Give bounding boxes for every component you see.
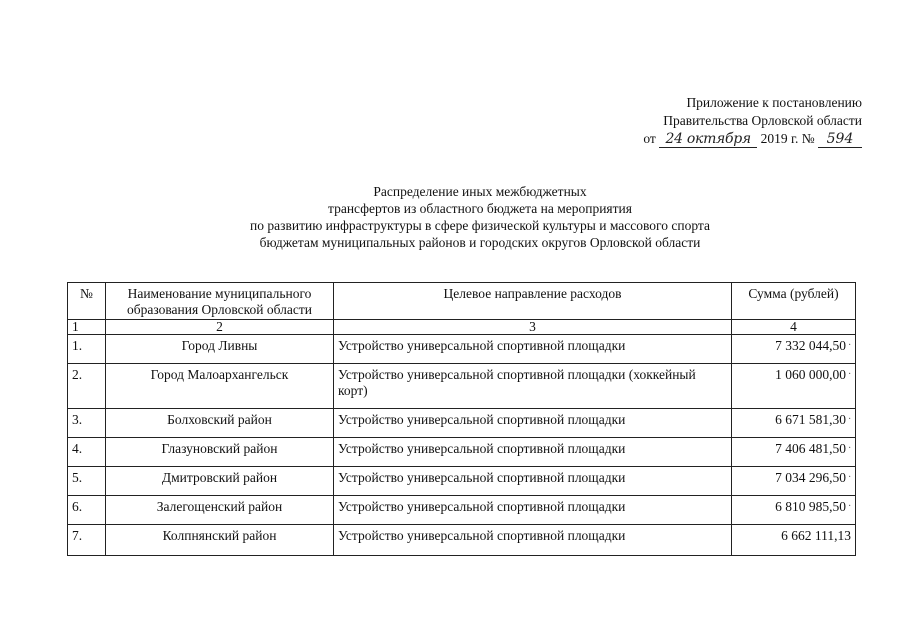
row-number: 4. (68, 438, 106, 467)
column-number-1: 1 (68, 320, 106, 335)
pen-tick-mark: · (848, 472, 852, 483)
amount-cell (732, 525, 856, 556)
expense-purpose: Устройство универсальной спортивной площадки (хоккейный корт) (334, 364, 732, 409)
table-row (68, 438, 856, 467)
header-amount: Сумма (рублей) (732, 283, 856, 320)
municipality-name: Залегощенский район (106, 496, 334, 525)
amount-cell (732, 335, 856, 364)
expense-purpose: Устройство универсальной спортивной площадки (334, 467, 732, 496)
expense-purpose: Устройство универсальной спортивной площадки (334, 335, 732, 364)
column-number-4: 4 (732, 320, 856, 335)
municipality-name: Дмитровский район (106, 467, 334, 496)
row-number: 1. (68, 335, 106, 364)
pen-tick-mark: · (848, 340, 852, 351)
table-row (68, 409, 856, 438)
row-number: 2. (68, 364, 106, 409)
row-number: 6. (68, 496, 106, 525)
municipality-name: Болховский район (106, 409, 334, 438)
table-row (68, 335, 856, 364)
expense-purpose: Устройство универсальной спортивной площадки (334, 496, 732, 525)
row-number: 5. (68, 467, 106, 496)
municipality-name: Город Малоархангельск (106, 364, 334, 409)
column-number-2: 2 (106, 320, 334, 335)
document-title (190, 183, 770, 251)
amount-value: 7 034 296,50 (775, 470, 846, 485)
title-line-4: бюджетам муниципальных районов и городских округов Орловской области (259, 235, 701, 250)
annex-line-1: Приложение к постановлению (686, 95, 862, 110)
row-number: 3. (68, 409, 106, 438)
amount-cell (732, 438, 856, 467)
municipality-name: Глазуновский район (106, 438, 334, 467)
amount-value: 1 060 000,00 (775, 367, 846, 382)
title-line-2: трансфертов из областного бюджета на мероприятия (328, 201, 632, 216)
amount-cell (732, 409, 856, 438)
amount-value: 6 662 111,13 (781, 528, 851, 543)
expense-purpose: Устройство универсальной спортивной площадки (334, 438, 732, 467)
row-number: 7. (68, 525, 106, 556)
municipality-name: Город Ливны (106, 335, 334, 364)
date-prefix: от (643, 131, 656, 146)
header-name: Наименование муниципального образования Орловской области (106, 283, 334, 320)
municipality-name: Колпнянский район (106, 525, 334, 556)
table-row (68, 467, 856, 496)
amount-value: 7 332 044,50 (775, 338, 846, 353)
year-number-label: 2019 г. № (760, 131, 815, 146)
expense-purpose: Устройство универсальной спортивной площадки (334, 409, 732, 438)
table-row (68, 525, 856, 556)
pen-tick-mark: · (848, 443, 852, 454)
header-purpose: Целевое направление расходов (334, 283, 732, 320)
table-row (68, 364, 856, 409)
amount-cell (732, 467, 856, 496)
amount-value: 7 406 481,50 (775, 441, 846, 456)
table-header-row (68, 283, 856, 320)
handwritten-date: 24 октября (659, 132, 757, 148)
amount-value: 6 810 985,50 (775, 499, 846, 514)
annex-line-2: Правительства Орловской области (663, 113, 862, 128)
header-no: № (68, 283, 106, 320)
column-number-row (68, 320, 856, 335)
handwritten-number: 594 (818, 132, 862, 148)
table-row (68, 496, 856, 525)
column-number-3: 3 (334, 320, 732, 335)
amount-value: 6 671 581,30 (775, 412, 846, 427)
expense-purpose: Устройство универсальной спортивной площадки (334, 525, 732, 556)
pen-tick-mark: · (848, 369, 852, 380)
title-line-3: по развитию инфраструктуры в сфере физической культуры и массового спорта (250, 218, 710, 233)
annex-block (600, 94, 862, 148)
pen-tick-mark: · (848, 414, 852, 425)
amount-cell (732, 496, 856, 525)
title-line-1: Распределение иных межбюджетных (373, 184, 587, 199)
distribution-table (67, 282, 856, 556)
amount-cell (732, 364, 856, 409)
pen-tick-mark: · (848, 501, 852, 512)
annex-date-line (600, 130, 862, 148)
